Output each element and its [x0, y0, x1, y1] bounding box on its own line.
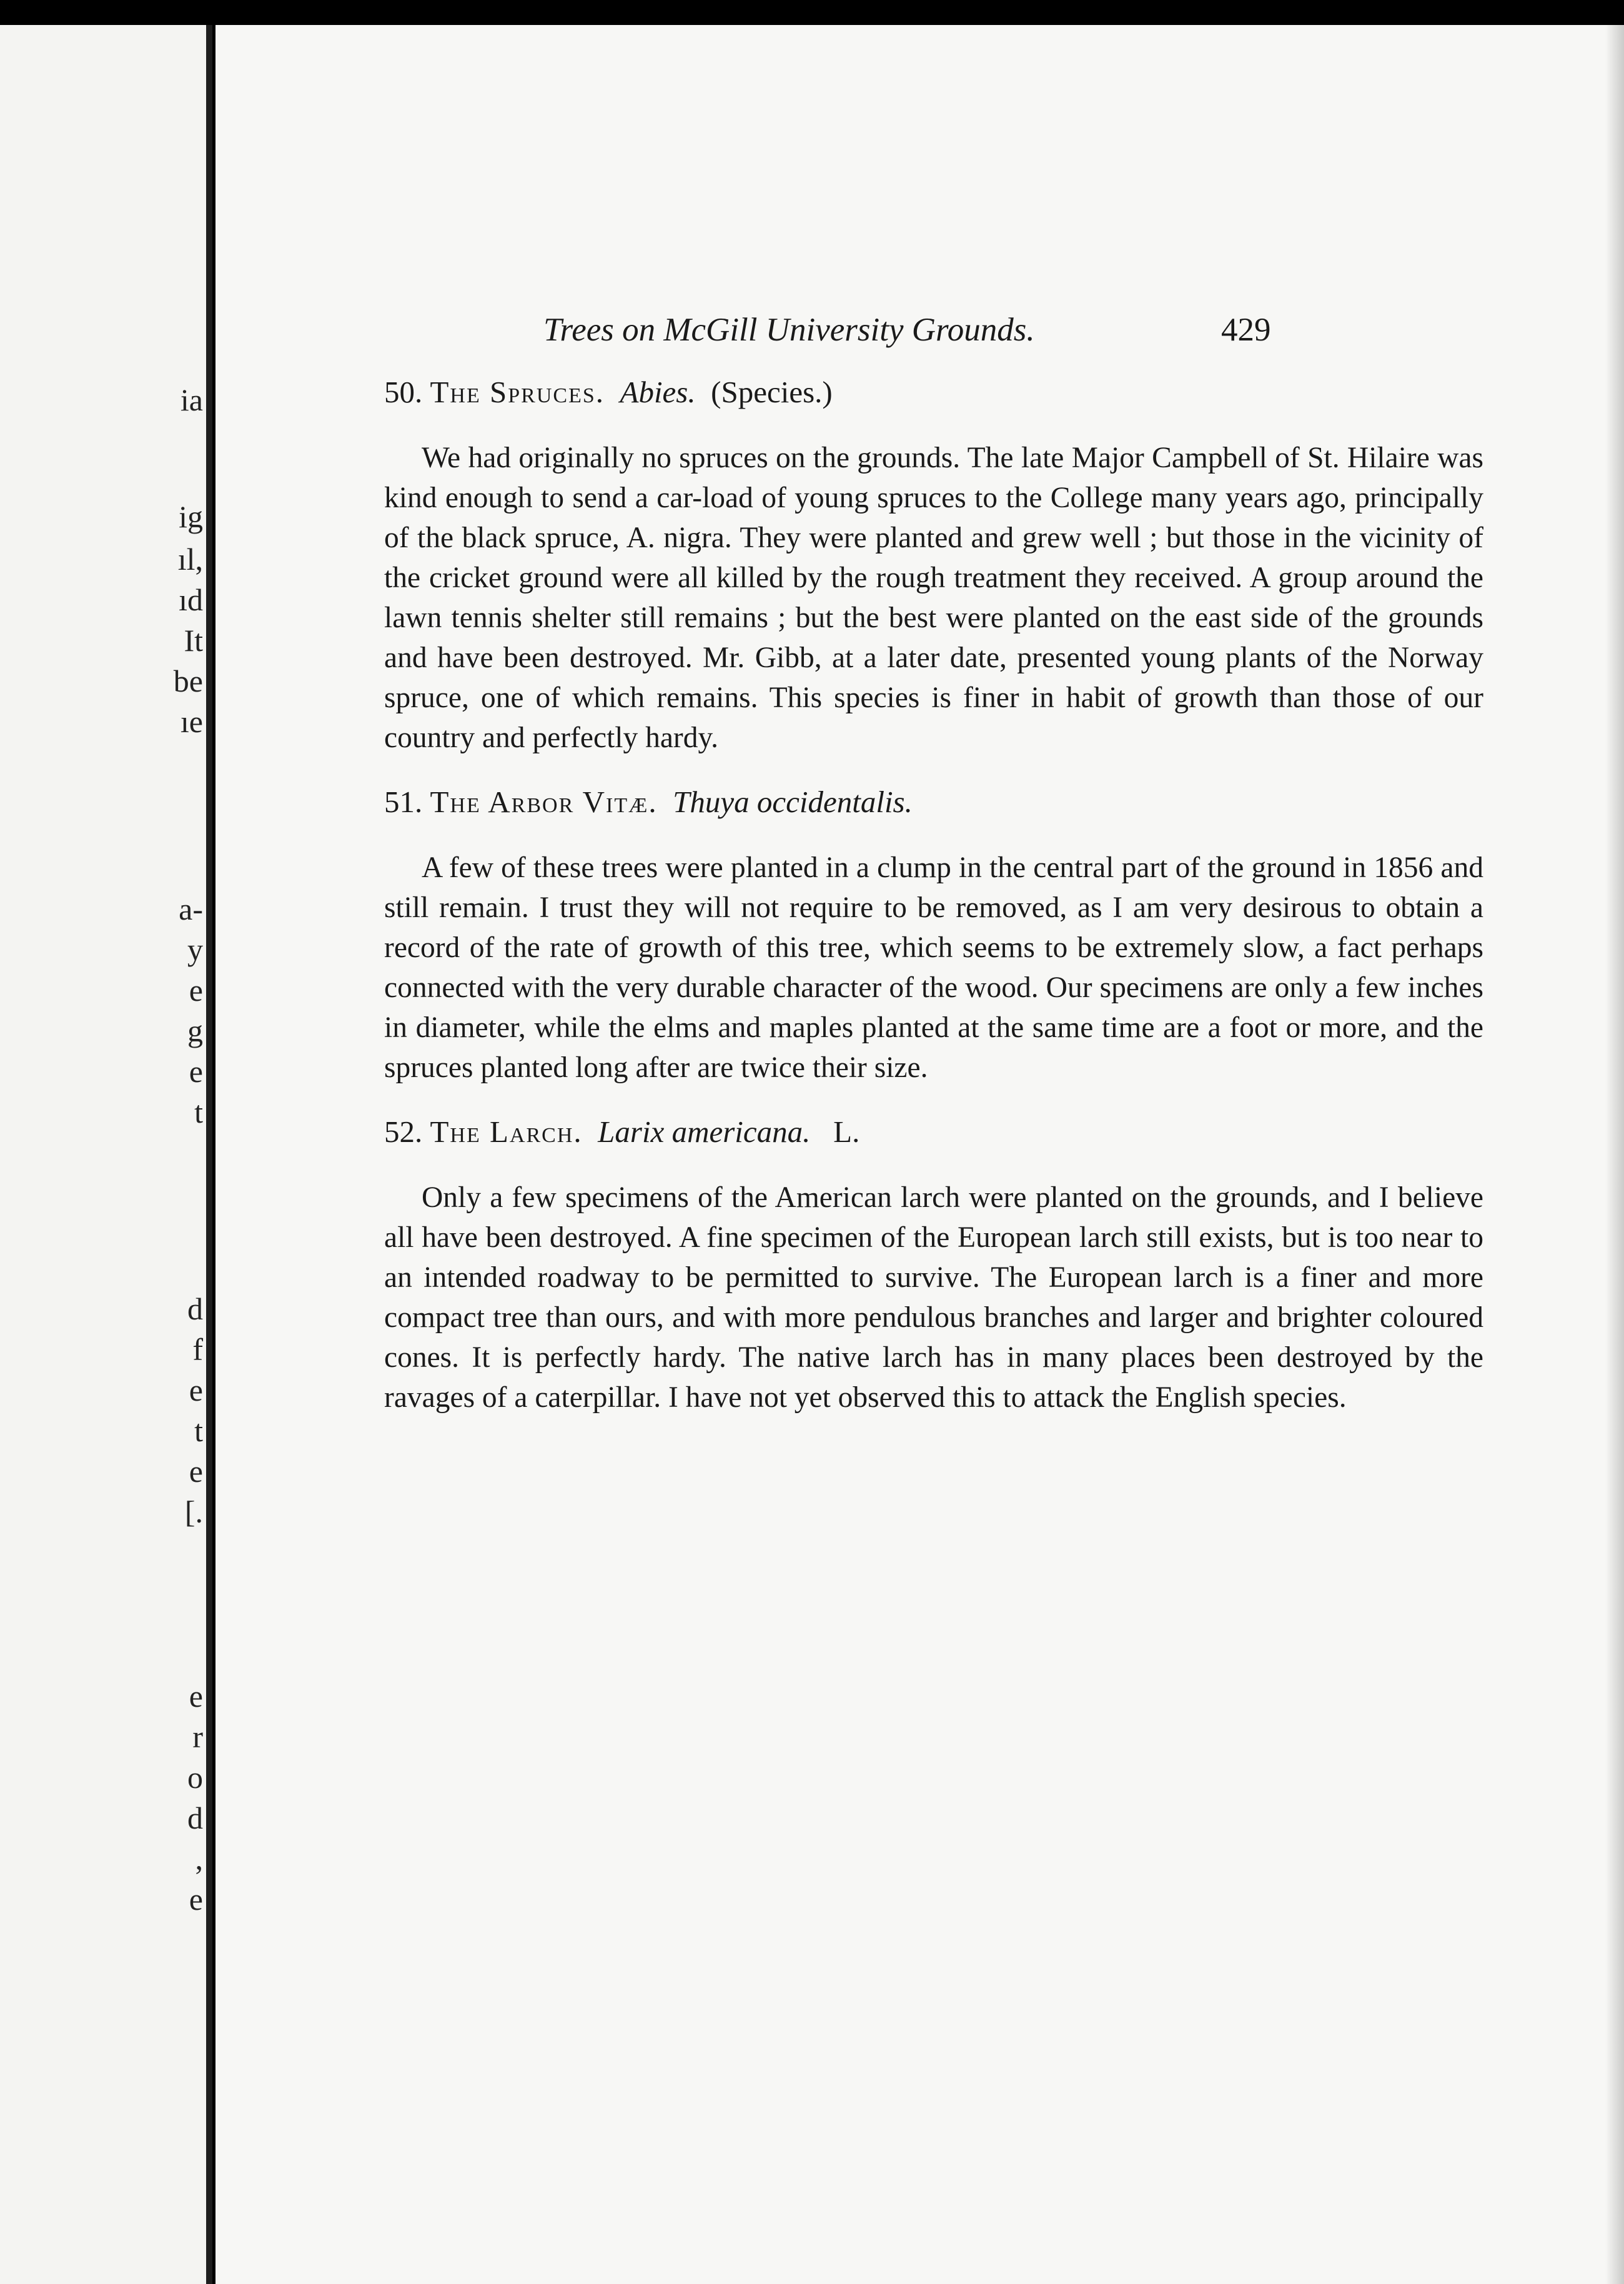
section-paragraph: Only a few specimens of the American larch were planted on the grounds, and I believe all have been destroyed. A fine specimen of the European larch still exists, but is too near to an intended roadway to be permitted to survive. The European larch is a finer and more compact tree than ours, and with more pendulous branches and larger and brighter coloured cones. It is perfectly hardy. The native larch has in many places been destroyed by the ravages of a caterpillar. I have not yet observed this to attack the English species.	[384, 1181, 1483, 1414]
section-heading	[384, 782, 1483, 823]
page-body	[384, 372, 1483, 1441]
left-page-fragment: e	[189, 973, 203, 1008]
left-page-fragment: e	[189, 1373, 203, 1408]
left-page-fragment: d	[187, 1800, 203, 1835]
section-latin-name: Thuya occidentalis.	[673, 785, 913, 819]
section-number: 50.	[384, 375, 423, 409]
section-name: The Arbor Vitæ.	[430, 785, 658, 819]
section-name: The Spruces.	[430, 375, 605, 409]
left-page-fragment: g	[187, 1013, 203, 1048]
left-page-fragment: ,	[195, 1841, 203, 1876]
left-page-fragment: d	[187, 1291, 203, 1326]
book-gutter	[206, 25, 212, 2284]
left-page-fragment: [.	[184, 1494, 203, 1529]
left-page-fragment: y	[187, 932, 203, 967]
section-note: (Species.)	[711, 375, 833, 409]
section-spruces	[384, 372, 1483, 758]
left-page-fragment: e	[189, 1054, 203, 1089]
page-number: 429	[1221, 312, 1271, 348]
left-page-fragment: ia	[180, 382, 203, 417]
left-page-edge	[0, 25, 206, 2284]
left-page-fragment: e	[189, 1454, 203, 1489]
running-title: Trees on McGill University Grounds.	[543, 312, 1035, 348]
left-page-fragment: a-	[179, 891, 203, 926]
section-arbor-vitae	[384, 782, 1483, 1088]
section-latin-name: Larix americana.	[598, 1115, 811, 1149]
section-paragraph: We had originally no spruces on the grounds. The late Major Campbell of St. Hilaire was kind enough to send a car-load of young spruces to the College many years ago, principally of the black spruce, A. nigra. They were planted and grew well ; but those in the vicinity of the cricket ground were all killed by the rough treatment they received. A group around the lawn tennis shelter still remains ; but the best were planted on the east side of the grounds and have been destroyed. Mr. Gibb, at a later date, presented young plants of the Norway spruce, one of which remains. This species is finer in habit of growth than those of our country and perfectly hardy.	[384, 442, 1483, 754]
left-page-fragment: t	[194, 1095, 203, 1130]
left-page-fragment: r	[192, 1719, 203, 1754]
left-page-fragment: ig	[179, 499, 203, 534]
section-heading	[384, 1111, 1483, 1153]
page-header	[325, 311, 1271, 355]
section-number: 51.	[384, 785, 423, 819]
left-page-fragment: o	[187, 1760, 203, 1795]
section-latin-name: Abies.	[620, 375, 696, 409]
left-page-fragment: ıe	[180, 704, 203, 739]
left-page-fragment: t	[194, 1413, 203, 1448]
left-page-fragment: ıd	[179, 582, 203, 617]
left-page-fragment: be	[173, 663, 203, 698]
left-page-fragment: ıl,	[177, 542, 203, 577]
section-note: L.	[833, 1115, 860, 1149]
section-larch	[384, 1111, 1483, 1418]
section-name: The Larch.	[430, 1115, 583, 1149]
section-heading	[384, 372, 1483, 413]
section-number: 52.	[384, 1115, 423, 1149]
section-paragraph: A few of these trees were planted in a clump in the central part of the ground in 1856 and still remain. I trust they will not require to be removed, as I am very desirous to obtain a record of the rate of growth of this tree, which seems to be extremely slow, a fact perhaps connected with the very durable character of the wood. Our specimens are only a few inches in diameter, while the elms and maples planted at the same time are a foot or more, and the spruces planted long after are twice their size.	[384, 852, 1483, 1084]
left-page-fragment: e	[189, 1679, 203, 1714]
left-page-fragment: f	[192, 1332, 203, 1367]
left-page-fragment: e	[189, 1882, 203, 1917]
right-page	[215, 25, 1624, 2284]
left-page-fragment: It	[184, 623, 203, 658]
